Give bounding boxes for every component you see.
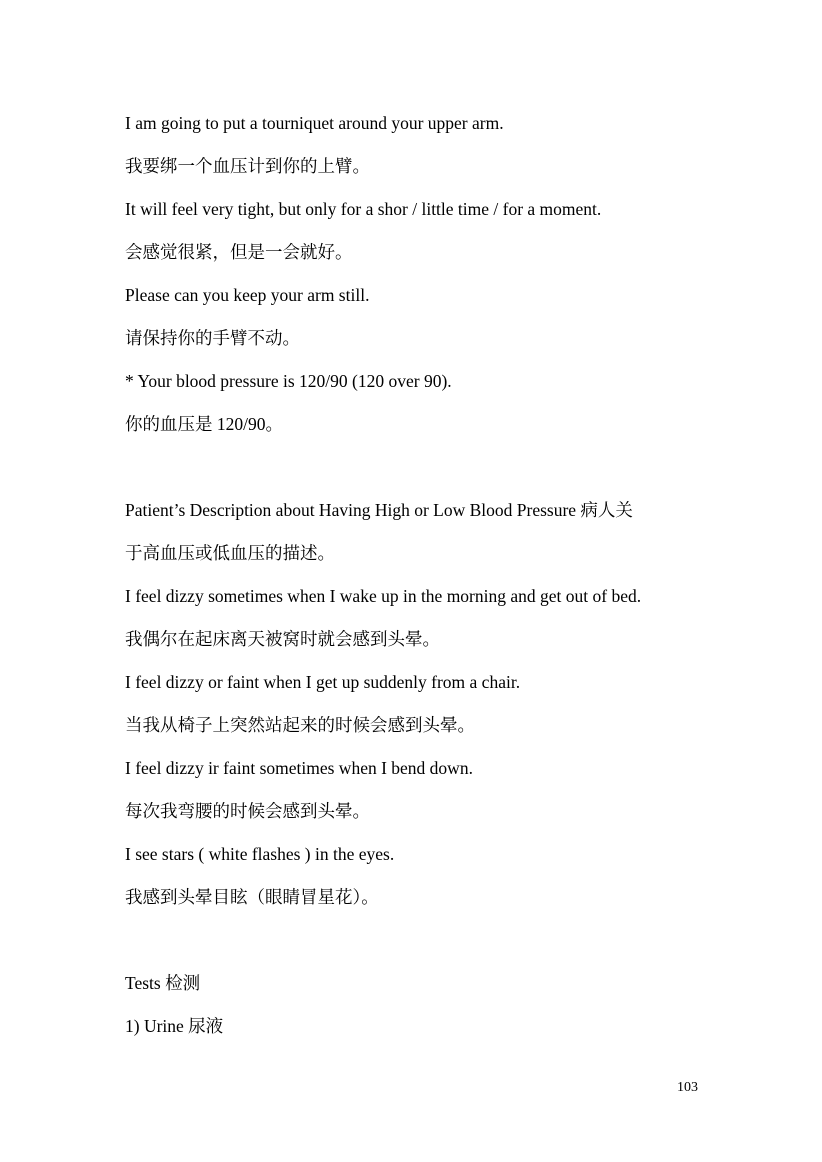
text-line: 于高血压或低血压的描述。 bbox=[125, 543, 335, 563]
text-line: 我要绑一个血压计到你的上臂。 bbox=[125, 156, 370, 176]
text-line: I feel dizzy sometimes when I wake up in the morning and get out of bed. bbox=[125, 586, 642, 606]
text-line: 当我从椅子上突然站起来的时候会感到头晕。 bbox=[125, 715, 475, 735]
page-number: 103 bbox=[677, 1080, 698, 1095]
section-heading: Tests 检测 bbox=[125, 973, 201, 993]
text-line: * Your blood pressure is 120/90 (120 over 90). bbox=[125, 371, 452, 391]
text-line: 1) Urine 尿液 bbox=[125, 1016, 224, 1036]
text-line: I feel dizzy or faint when I get up suddenly from a chair. bbox=[125, 672, 521, 692]
text-line: It will feel very tight, but only for a shor / little time / for a moment. bbox=[125, 199, 602, 219]
text-line: 会感觉很紧，但是一会就好。 bbox=[125, 242, 353, 262]
section-heading: Patient’s Description about Having High or Low Blood Pressure 病人关 bbox=[125, 500, 633, 520]
text-line: 每次我弯腰的时候会感到头晕。 bbox=[125, 801, 370, 821]
text-line: I am going to put a tourniquet around your upper arm. bbox=[125, 113, 504, 133]
text-line: 我偶尔在起床离天被窝时就会感到头晕。 bbox=[125, 629, 440, 649]
text-line: I see stars ( white flashes ) in the eyes. bbox=[125, 844, 395, 864]
text-line: 请保持你的手臂不动。 bbox=[125, 328, 300, 348]
text-line: I feel dizzy ir faint sometimes when I bend down. bbox=[125, 758, 473, 778]
text-line: 你的血压是 120/90。 bbox=[125, 414, 283, 434]
text-line: Please can you keep your arm still. bbox=[125, 285, 370, 305]
text-line: 我感到头晕目眩（眼睛冒星花）。 bbox=[125, 887, 379, 907]
